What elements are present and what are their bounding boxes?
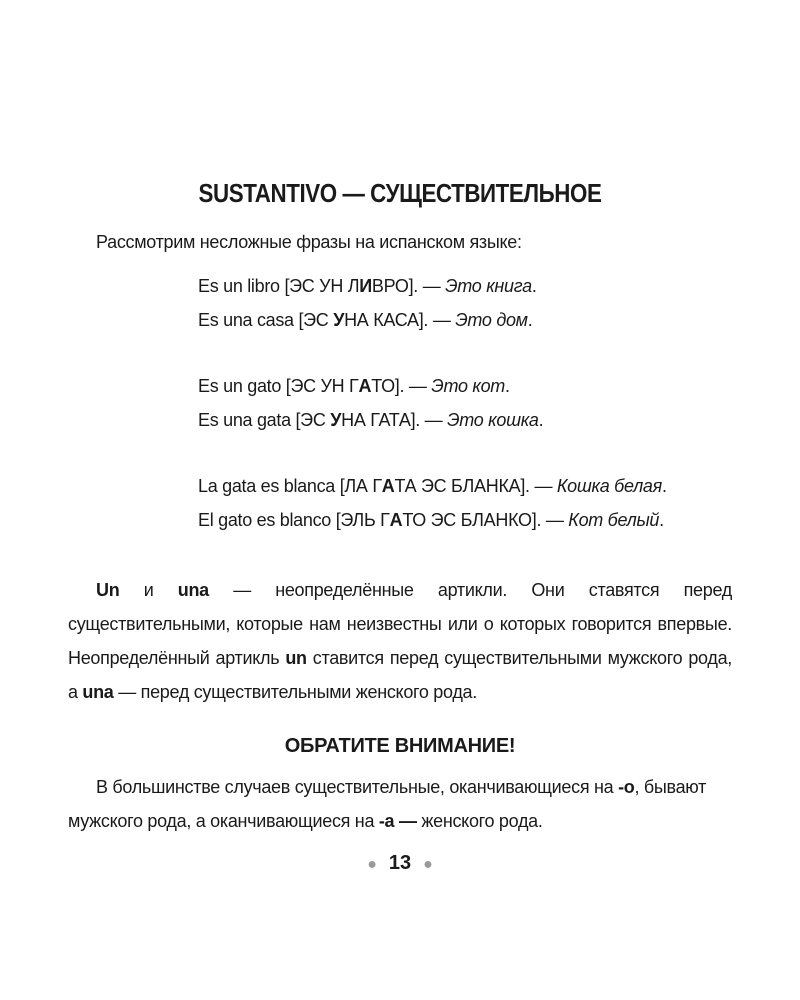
articles-paragraph: Un и una — неопределённые артикли. Они ставятся перед существительными, которые нам неизвестны или о которых говорится впервые. Неопределённый артикль un ставится перед существительными мужского рода, а una — перед существительными женского рода. — [68, 580, 732, 702]
translation: Это кот — [431, 376, 505, 396]
translation: Это книга — [445, 276, 532, 296]
intro-text: Рассмотрим несложные фразы на испанском языке: — [96, 232, 522, 252]
bullet-dot-icon: ● — [423, 856, 433, 873]
translation: Это кошка — [447, 410, 539, 430]
example-line: Es una casa [ЭС УНА КАСА]. — Это дом. — [198, 310, 533, 330]
translation: Кот белый — [568, 510, 660, 530]
example-line: El gato es blanco [ЭЛЬ ГАТО ЭС БЛАНКО]. — Кот белый. — [198, 510, 664, 530]
examples-block — [68, 269, 732, 537]
section-title: SUSTANTIVO — СУЩЕСТВИТЕЛЬНОЕ — [198, 178, 602, 208]
spacer — [198, 437, 732, 469]
example-line: La gata es blanca [ЛА ГАТА ЭС БЛАНКА]. — Кошка белая. — [198, 476, 667, 496]
page-number — [0, 852, 800, 875]
example-line: Es un libro [ЭС УН ЛИВРО]. — Это книга. — [198, 276, 537, 296]
translation: Кошка белая — [556, 476, 662, 496]
page-number-value: 13 — [388, 852, 412, 874]
page-content — [68, 178, 732, 838]
bullet-dot-icon: ● — [367, 856, 377, 873]
gender-rule-paragraph: В большинстве случаев существительные, оканчивающиеся на -o, бывают мужского рода, а оканчивающиеся на -a — женского рода. — [68, 777, 707, 831]
example-line: Es un gato [ЭС УН ГАТО]. — Это кот. — [198, 376, 510, 396]
spacer — [198, 337, 732, 369]
attention-heading: ОБРАТИТЕ ВНИМАНИЕ! — [284, 735, 516, 757]
example-line: Es una gata [ЭС УНА ГАТА]. — Это кошка. — [198, 410, 544, 430]
translation: Это дом — [455, 310, 528, 330]
